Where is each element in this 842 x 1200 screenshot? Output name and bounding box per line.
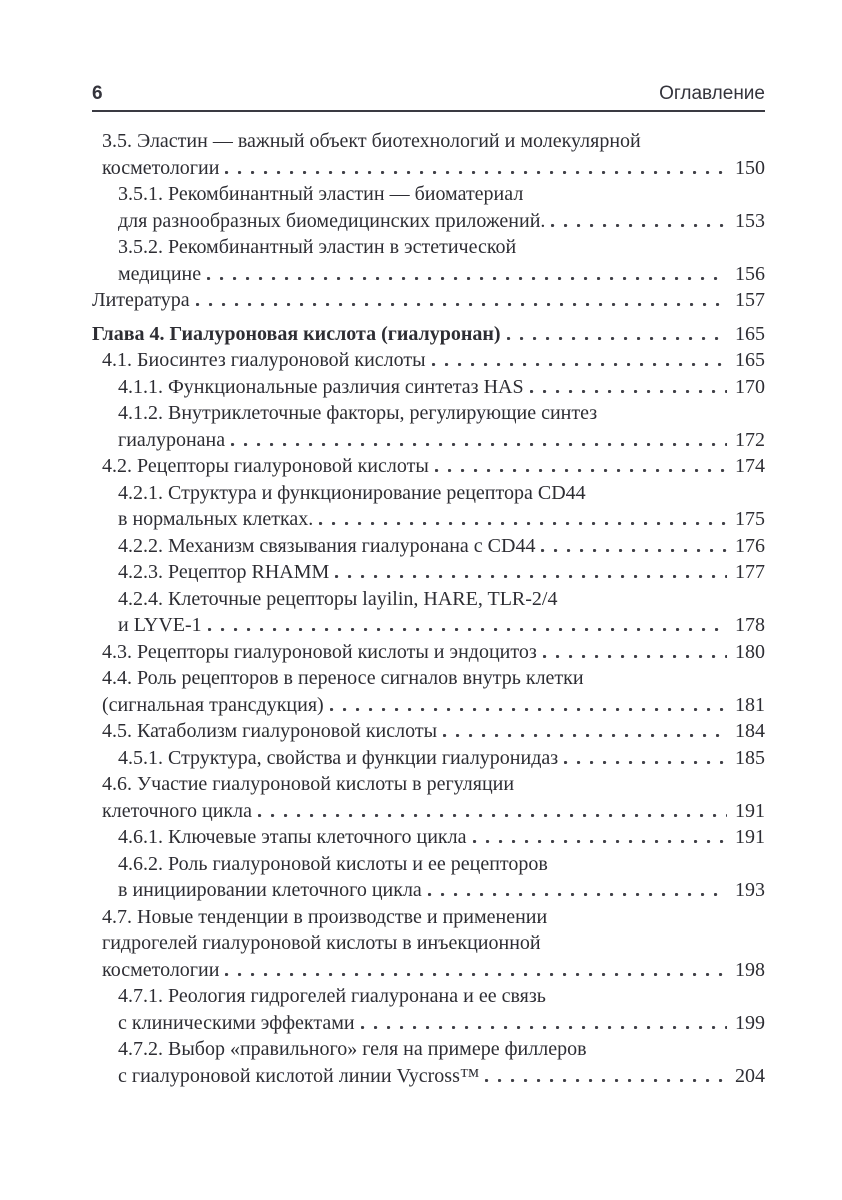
toc-entry [92,983,765,1036]
toc-page-ref: 181 [735,693,765,716]
toc-entry [92,533,765,560]
toc-page-ref: 170 [735,375,765,398]
toc-page-ref: 184 [735,720,765,742]
toc-entry-text: 4.2.1. Структура и функционирование рецептора CD44 [118,481,586,504]
toc-entry-line [118,374,765,401]
toc-entry [92,181,765,234]
toc-entry [92,904,765,984]
toc-entry-text: 4.1. Биосинтез гиалуроновой кислоты [102,349,426,371]
dot-leader [507,337,727,340]
dot-leader [225,171,727,174]
toc-entry [92,347,765,374]
toc-entry [92,400,765,453]
toc-entry-line [118,877,765,904]
toc-page-ref: 153 [735,209,765,232]
toc-entry [92,665,765,718]
toc-page-ref: 175 [735,508,765,530]
dot-leader [330,708,727,711]
toc-entry [92,824,765,851]
toc-entry-text: 4.1.2. Внутриклеточные факторы, регулирующие синтез [118,402,598,424]
toc-entry-text: в нормальных клетках. [118,508,314,530]
toc-list [92,128,765,1089]
toc-entry-line [118,480,765,507]
toc-entry-line [102,155,765,182]
toc-entry-text: 4.7.2. Выбор «правильного» геля на примере филлеров [118,1038,587,1060]
toc-entry-text: 4.2.3. Рецептор RHAMM [118,561,330,583]
toc-entry-line [118,234,765,261]
toc-entry [92,234,765,287]
page-number: 6 [92,83,104,104]
toc-entry-text: гиалуронана [118,428,226,451]
toc-entry-line [102,128,765,155]
toc-entry-line [118,506,765,533]
dot-leader [335,575,727,578]
toc-entry [92,586,765,639]
toc-entry-text: с клиническими эффектами [118,1011,355,1034]
dot-leader [543,655,727,658]
toc-entry [92,851,765,904]
toc-entry-text: косметологии [102,958,220,981]
toc-entry [92,321,765,348]
toc-entry [92,287,765,314]
toc-entry-text: гидрогелей гиалуроновой кислоты в инъекционной [102,932,541,954]
dot-leader [551,224,727,227]
toc-entry-line [92,287,765,314]
toc-entry-line [102,639,765,666]
toc-entry-text: 4.6. Участие гиалуроновой кислоты в регуляции [102,773,515,795]
toc-entry-text: 3.5.1. Рекомбинантный эластин — биоматериал [118,183,524,205]
toc-entry-line [118,851,765,878]
dot-leader [207,277,727,280]
dot-leader [485,1079,727,1082]
toc-entry [92,639,765,666]
toc-entry-line [102,904,765,931]
toc-page-ref: 174 [735,455,765,477]
toc-entry [92,480,765,533]
toc-page-ref: 198 [735,958,765,981]
dot-leader [319,522,727,525]
dot-leader [196,303,727,306]
toc-entry-text: в инициировании клеточного цикла [118,879,422,901]
toc-entry-line [102,453,765,480]
dot-leader [564,761,727,764]
dot-leader [541,549,727,552]
dot-leader [208,628,727,631]
toc-page-ref: 185 [735,746,765,769]
toc-entry-line [118,427,765,454]
toc-entry-text: косметологии [102,156,220,179]
toc-entry-line [102,957,765,984]
toc-entry-text: с гиалуроновой кислотой линии Vycross™ [118,1064,480,1087]
toc-page-ref: 193 [735,879,765,901]
running-header [92,84,765,112]
toc-entry-line [118,1063,765,1090]
toc-entry-line [102,665,765,692]
toc-entry-line [118,208,765,235]
dot-leader [432,363,727,366]
toc-entry-text: для разнообразных биомедицинских приложений. [118,209,546,232]
toc-entry-line [118,612,765,639]
dot-leader [231,443,727,446]
dot-leader [225,973,727,976]
toc-page-ref: 177 [735,561,765,583]
toc-entry [92,128,765,181]
toc-entry-line [102,771,765,798]
toc-entry-text: 4.7.1. Реология гидрогелей гиалуронана и ее связь [118,985,546,1007]
toc-entry-line [118,745,765,772]
toc-entry-text: 4.7. Новые тенденции в производстве и применении [102,905,548,928]
toc-entry-line [102,718,765,745]
toc-page-ref: 180 [735,640,765,663]
dot-leader [258,814,727,817]
toc-entry-text: 4.2.4. Клеточные рецепторы layilin, HARE, TLR-2/4 [118,587,558,610]
toc-page-ref: 191 [735,826,765,848]
toc-entry-line [118,1036,765,1063]
toc-entry-line [102,692,765,719]
toc-entry [92,374,765,401]
toc-entry-line [118,261,765,288]
toc-entry-line [118,824,765,851]
toc-entry-text: Глава 4. Гиалуроновая кислота (гиалуронан) [92,322,501,345]
dot-leader [435,469,727,472]
toc-entry [92,718,765,745]
toc-entry-line [102,798,765,825]
toc-entry-line [118,400,765,427]
toc-entry-text: и LYVE-1 [118,614,202,636]
toc-page-ref: 176 [735,534,765,557]
toc-entry-text: 4.1.1. Функциональные различия синтетаз HAS [118,375,524,398]
toc-entry-text: 4.3. Рецепторы гиалуроновой кислоты и эндоцитоз [102,640,537,663]
toc-entry-line [102,930,765,957]
dot-leader [443,734,727,737]
toc-entry-line [118,559,765,586]
toc-entry-text: 4.2.2. Механизм связывания гиалуронана с CD44 [118,534,536,557]
toc-entry-text: 4.4. Роль рецепторов в переносе сигналов внутрь клетки [102,667,584,689]
toc-page-ref: 204 [735,1064,765,1087]
toc-entry-text: 4.2. Рецепторы гиалуроновой кислоты [102,455,429,477]
toc-entry-text: 4.5.1. Структура, свойства и функции гиалуронидаз [118,746,559,769]
toc-entry-text: 3.5.2. Рекомбинантный эластин в эстетической [118,236,517,258]
toc-entry-text: Литература [92,289,190,311]
toc-entry-line [118,181,765,208]
toc-entry-text: (сигнальная трансдукция) [102,693,324,716]
toc-page-ref: 199 [735,1011,765,1034]
toc-page-ref: 150 [735,156,765,179]
toc-entry-line [92,321,765,348]
toc-entry [92,771,765,824]
toc-entry [92,559,765,586]
toc-entry-line [118,586,765,613]
dot-leader [428,893,727,896]
toc-entry-text: 4.5. Катаболизм гиалуроновой кислоты [102,720,438,742]
toc-page-ref: 156 [735,262,765,285]
toc-page-ref: 165 [735,349,765,371]
toc-entry-text: 4.6.1. Ключевые этапы клеточного цикла [118,826,467,848]
dot-leader [361,1026,727,1029]
toc-page-ref: 191 [735,799,765,822]
toc-page-ref: 157 [735,289,765,311]
toc-page-ref: 178 [735,614,765,636]
toc-page-ref: 172 [735,428,765,451]
toc-entry-text: клеточного цикла [102,799,252,822]
dot-leader [473,840,728,843]
toc-entry-line [118,1010,765,1037]
toc-entry [92,1036,765,1089]
toc-entry [92,453,765,480]
toc-entry-line [102,347,765,374]
toc-entry-line [118,533,765,560]
toc-page-ref: 165 [735,322,765,345]
toc-entry-line [118,983,765,1010]
toc-entry-text: 3.5. Эластин — важный объект биотехнологий и молекулярной [102,130,641,152]
dot-leader [530,390,727,393]
running-header-title: Оглавление [659,83,765,104]
toc-entry [92,745,765,772]
toc-entry-text: 4.6.2. Роль гиалуроновой кислоты и ее рецепторов [118,852,548,875]
toc-entry-text: медицине [118,262,202,285]
